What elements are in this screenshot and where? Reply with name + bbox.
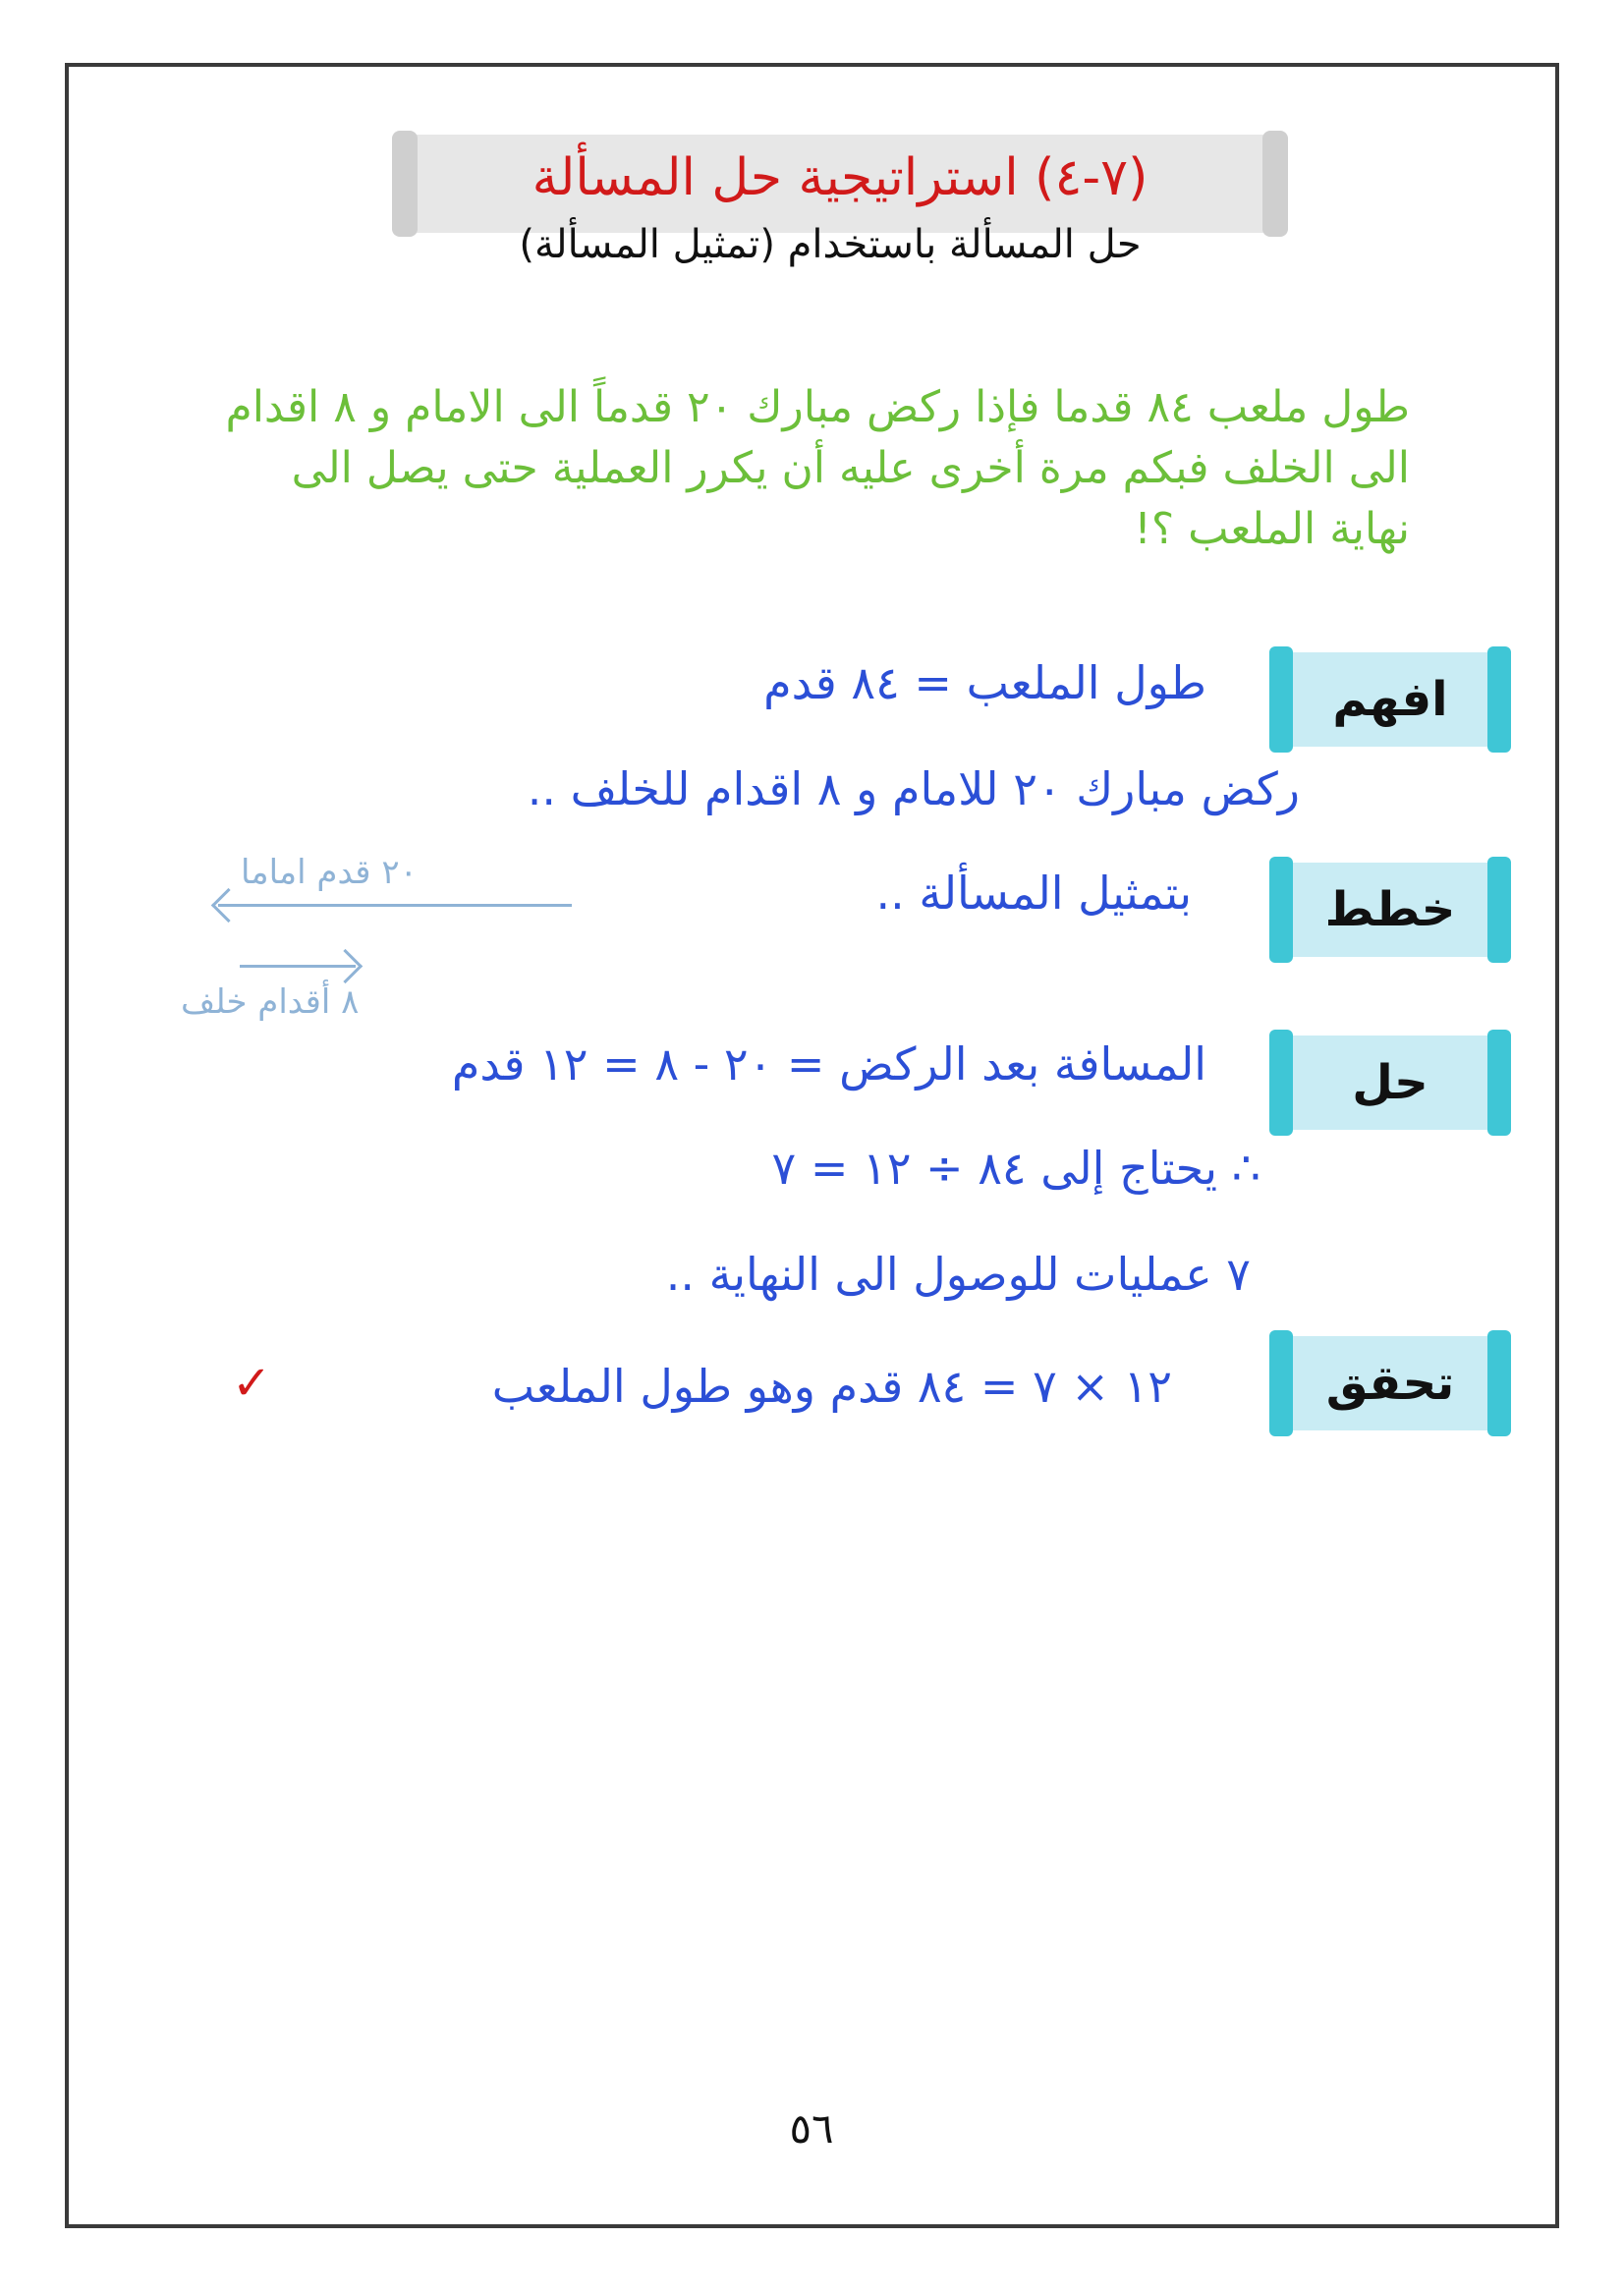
step-check-label: تحقق <box>1273 1336 1507 1430</box>
lesson-subtitle: حل المسألة باستخدام (تمثيل المسألة) <box>519 222 1142 267</box>
check-line-1: ١٢ × ٧ = ٨٤ قدم وهو طول الملعب <box>491 1360 1172 1413</box>
lesson-title: (٧-٤) استراتيجية حل المسألة <box>532 148 1148 207</box>
forward-arrow-label: ٢٠ قدم اماما <box>241 853 418 892</box>
problem-statement: طول ملعب ٨٤ قدما فإذا ركض مبارك ٢٠ قدماً الى الامام و ٨ اقدام الى الخلف فبكم مرة أخرى عليه أن يكرر العملية حتى يصل الى نهاية الملعب ؟! <box>225 382 1410 554</box>
back-arrow <box>240 965 356 968</box>
understand-line-2: ركض مبارك ٢٠ للامام و ٨ اقدام للخلف .. <box>527 762 1300 815</box>
solve-line-3: ٧ عمليات للوصول الى النهاية .. <box>665 1248 1251 1301</box>
back-arrow-label: ٨ أقدام خلف <box>181 982 360 1022</box>
step-solve-label: حل <box>1273 1036 1507 1130</box>
solve-line-1: المسافة بعد الركض = ٢٠ - ٨ = ١٢ قدم <box>451 1037 1206 1091</box>
understand-line-1: طول الملعب = ٨٤ قدم <box>763 656 1206 709</box>
step-understand-label: افهم <box>1273 652 1507 747</box>
title-banner <box>398 135 1282 233</box>
forward-arrow <box>218 904 572 907</box>
step-plan-label: خطط <box>1273 863 1507 957</box>
plan-line-1: بتمثيل المسألة .. <box>875 867 1192 920</box>
page-number: ٥٦ <box>789 2104 834 2153</box>
solve-line-2: ∴ يحتاج إلى ٨٤ ÷ ١٢ = ٧ <box>771 1142 1260 1195</box>
check-mark-icon: ✓ <box>232 1356 272 1411</box>
